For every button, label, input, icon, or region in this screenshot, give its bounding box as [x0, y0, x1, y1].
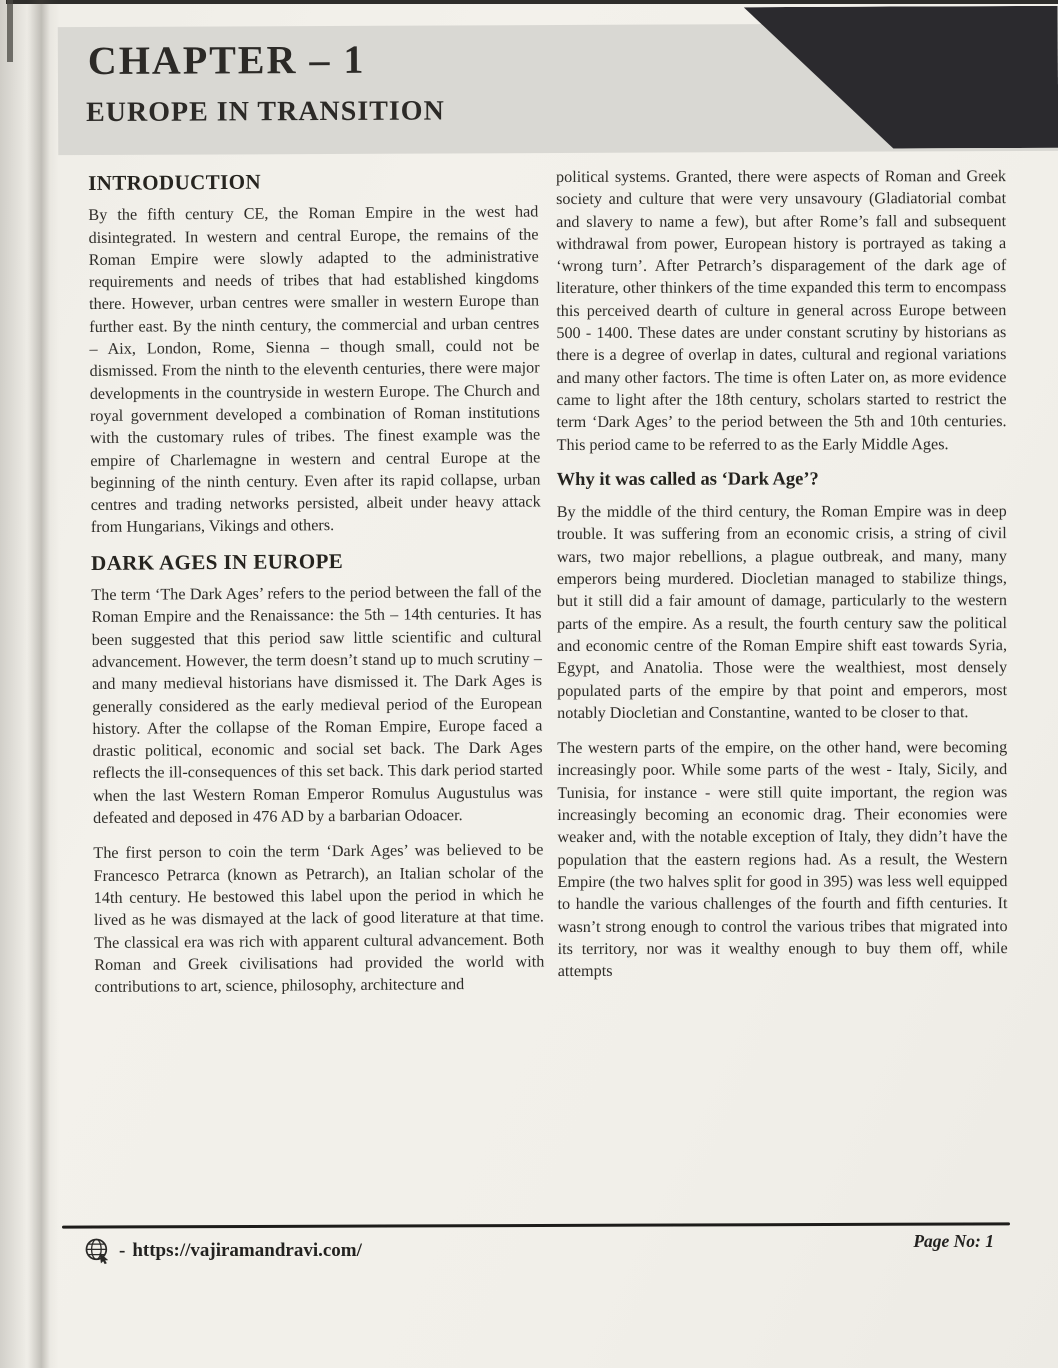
chapter-header-banner	[58, 23, 1058, 155]
globe-icon	[84, 1237, 112, 1265]
paragraph-why-dark-age-2: The western parts of the empire, on the other hand, were becoming increasingly poor. While some parts of the west - Italy, Sicily, and Tunisia, for instance - were still quite important, the region was increasingly becoming an economic drag. Their economies were weaker and, with the notable exception of Italy, they didn’t have the population that the eastern regions had. As a result, the Western Empire (the two halves split for good in 395) was less well equipped to handle the various challenges of the fourth and fifth centuries. It wasn’t strong enough to control the various tribes that migrated into its territory, nor was it wealthy enough to buy them off, while attempts	[557, 738, 1008, 981]
footer-divider	[62, 1222, 1010, 1228]
site-url-separator: -	[119, 1240, 126, 1261]
website-reference	[84, 1237, 362, 1265]
subsection-heading-why-dark-age: Why it was called as ‘Dark Age’?	[556, 469, 819, 490]
scan-binding-shadow	[27, 0, 59, 1368]
left-column	[88, 162, 545, 1011]
chapter-title: EUROPE IN TRANSITION	[86, 95, 445, 129]
section-heading-introduction: INTRODUCTION	[88, 169, 262, 195]
scan-edge-top	[6, 0, 1058, 4]
right-column	[556, 165, 1008, 1011]
site-url: https://vajiramandravi.com/	[132, 1240, 362, 1261]
paragraph-dark-ages-2: The first person to coin the term ‘Dark Ages’ was believed to be Francesco Petrarca (known as Petrarch), an Italian scholar of the 14th century. He bestowed this label upon the period in which he lived as he was dismayed at the lack of good literature at that time. The classical era was rich with apparent cultural advancement. Both Roman and Greek civilisations had provided the world with contributions to art, science, philosophy, architecture and	[93, 840, 545, 997]
paragraph-why-dark-age-1: By the middle of the third century, the Roman Empire was in deep trouble. It was suffering from an economic crisis, a string of civil wars, two major rebellions, a plague outbreak, and many, many emperors being murdered. Diocletian managed to stabilize things, but it still did a fair amount of damage, particularly to the western parts of the empire. As a result, the fourth century saw the political and economic centre of the Roman Empire shift east towards Syria, Egypt, and Anatolia. Those were the wealthiest, most densely populated parts of the empire by that point and emperors, most notably Diocletian and Constantine, wanted to be closer to that.	[556, 502, 1008, 722]
chapter-number: CHAPTER – 1	[87, 36, 366, 84]
paragraph-intro: By the fifth century CE, the Roman Empire in the west had disintegrated. In western and central Europe, the remains of the Roman Empire were slowly adapted to the administrative requirements and needs of tribes that had established kingdoms there. However, urban centres were smaller in western Europe than further east. By the ninth century, the commercial and urban centres – Aix, London, Rome, Sienna – though small, could not be dismissed. From the ninth to the eleventh centuries, there were major developments in the countryside in western Europe. The Church and royal government developed a combination of Roman institutions with the customary rules of tribes. The finest example was the empire of Charlemagne in western and central Europe at the beginning of the ninth century. Even after its rapid collapse, urban centres and trading networks persisted, albeit under heavy attack from Hungarians, Vikings and others.	[88, 202, 541, 537]
page-number: Page No: 1	[913, 1231, 994, 1251]
corner-accent-shape	[744, 6, 1058, 149]
paragraph-continuation: political systems. Granted, there were aspects of Roman and Greek society and culture that were very unsavoury (Gladiatorial combat and slavery to name a few), but after Rome’s fall and subsequent withdrawal from power, European history is portrayed as taking a ‘wrong turn’. After Petrarch’s disparagement of the dark age of literature, other thinkers of the time expanded this term to encompass this perceived dearth of culture in general across Europe between 500 - 1400. These dates are under constant scrutiny by historians as there is a degree of overlap in dates, cultural and regional variations and many other factors. The time is often Later on, as more evidence came to light after the 18th century, scholars started to restrict the term ‘Dark Ages’ to the period between the 5th and 10th centuries. This period came to be referred to as the Early Middle Ages.	[556, 167, 1007, 454]
section-heading-dark-ages: DARK AGES IN EUROPE	[91, 548, 344, 575]
page-body	[88, 166, 1006, 1011]
paragraph-dark-ages-1: The term ‘The Dark Ages’ refers to the period between the fall of the Roman Empire and the Renaissance: the 5th – 14th centuries. It has been suggested that this period saw little scientific and cultural advancement. However, the term doesn’t stand up to much scrutiny – and many medieval historians have dismissed it. The Dark Ages is generally considered as the early medieval period of the European history. After the collapse of the Roman Empire, Europe faced a drastic political, economic and social set back. The Dark Ages reflects the ill-consequences of this set back. This dark period started when the last Western Roman Emperor Romulus Augustulus was defeated and deposed in 476 AD by a barbarian Odoacer.	[91, 582, 544, 827]
scan-edge-left	[0, 0, 30, 1368]
scan-edge-mark	[7, 0, 13, 62]
